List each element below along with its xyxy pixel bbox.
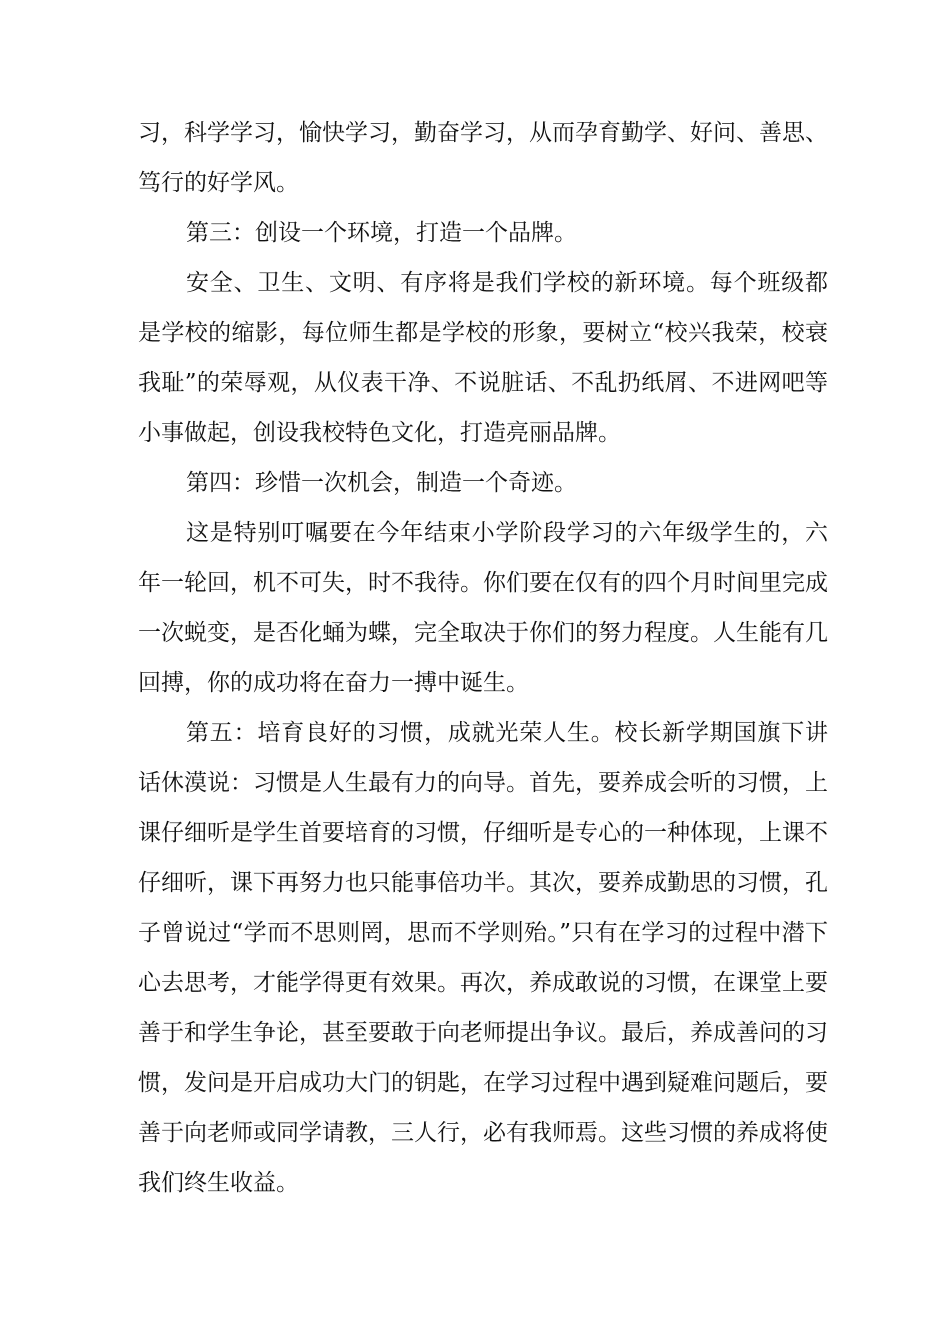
paragraph-continuation: 习，科学学习，愉快学习，勤奋学习，从而孕育勤学、好问、善思、笃行的好学风。 bbox=[138, 120, 828, 196]
paragraph-habits: 第五：培育良好的习惯，成就光荣人生。校长新学期国旗下讲话休漠说：习惯是人生最有力的向导。首先，要养成会听的习惯，上课仔细听是学生首要培育的习惯，仔细听是专心的一种体现，上课不仔细听，课下再努力也只能事倍功半。其次，要养成勤思的习惯，孔子曾说过“学而不思则罔，思而不学则殆。”只有在学习的过程中潜下心去思考，才能学得更有效果。再次，养成敢说的习惯，在课堂上要善于和学生争论，甚至要敢于向老师提出争议。最后，养成善问的习惯，发问是开启成功大门的钥匙，在学习过程中遇到疑难问题后，要善于向老师或同学请教，三人行，必有我师焉。这些习惯的养成将使我们终生收益。 bbox=[138, 720, 828, 1196]
paragraph-environment: 安全、卫生、文明、有序将是我们学校的新环境。每个班级都是学校的缩影，每位师生都是学校的形象，要树立“校兴我荣，校衰我耻”的荣辱观，从仪表干净、不说脏话、不乱扔纸屑、不进网吧等小事做起，创设我校特色文化，打造亮丽品牌。 bbox=[138, 270, 828, 446]
section-heading-fourth: 第四：珍惜一次机会，制造一个奇迹。 bbox=[186, 470, 577, 496]
paragraph-sixth-grade: 这是特别叮嘱要在今年结束小学阶段学习的六年级学生的，六年一轮回，机不可失，时不我待。你们要在仅有的四个月时间里完成一次蜕变，是否化蛹为蝶，完全取决于你们的努力程度。人生能有几回搏，你的成功将在奋力一搏中诞生。 bbox=[138, 520, 828, 696]
section-heading-third: 第三：创设一个环境，打造一个品牌。 bbox=[186, 220, 577, 246]
document-body bbox=[138, 108, 828, 1208]
